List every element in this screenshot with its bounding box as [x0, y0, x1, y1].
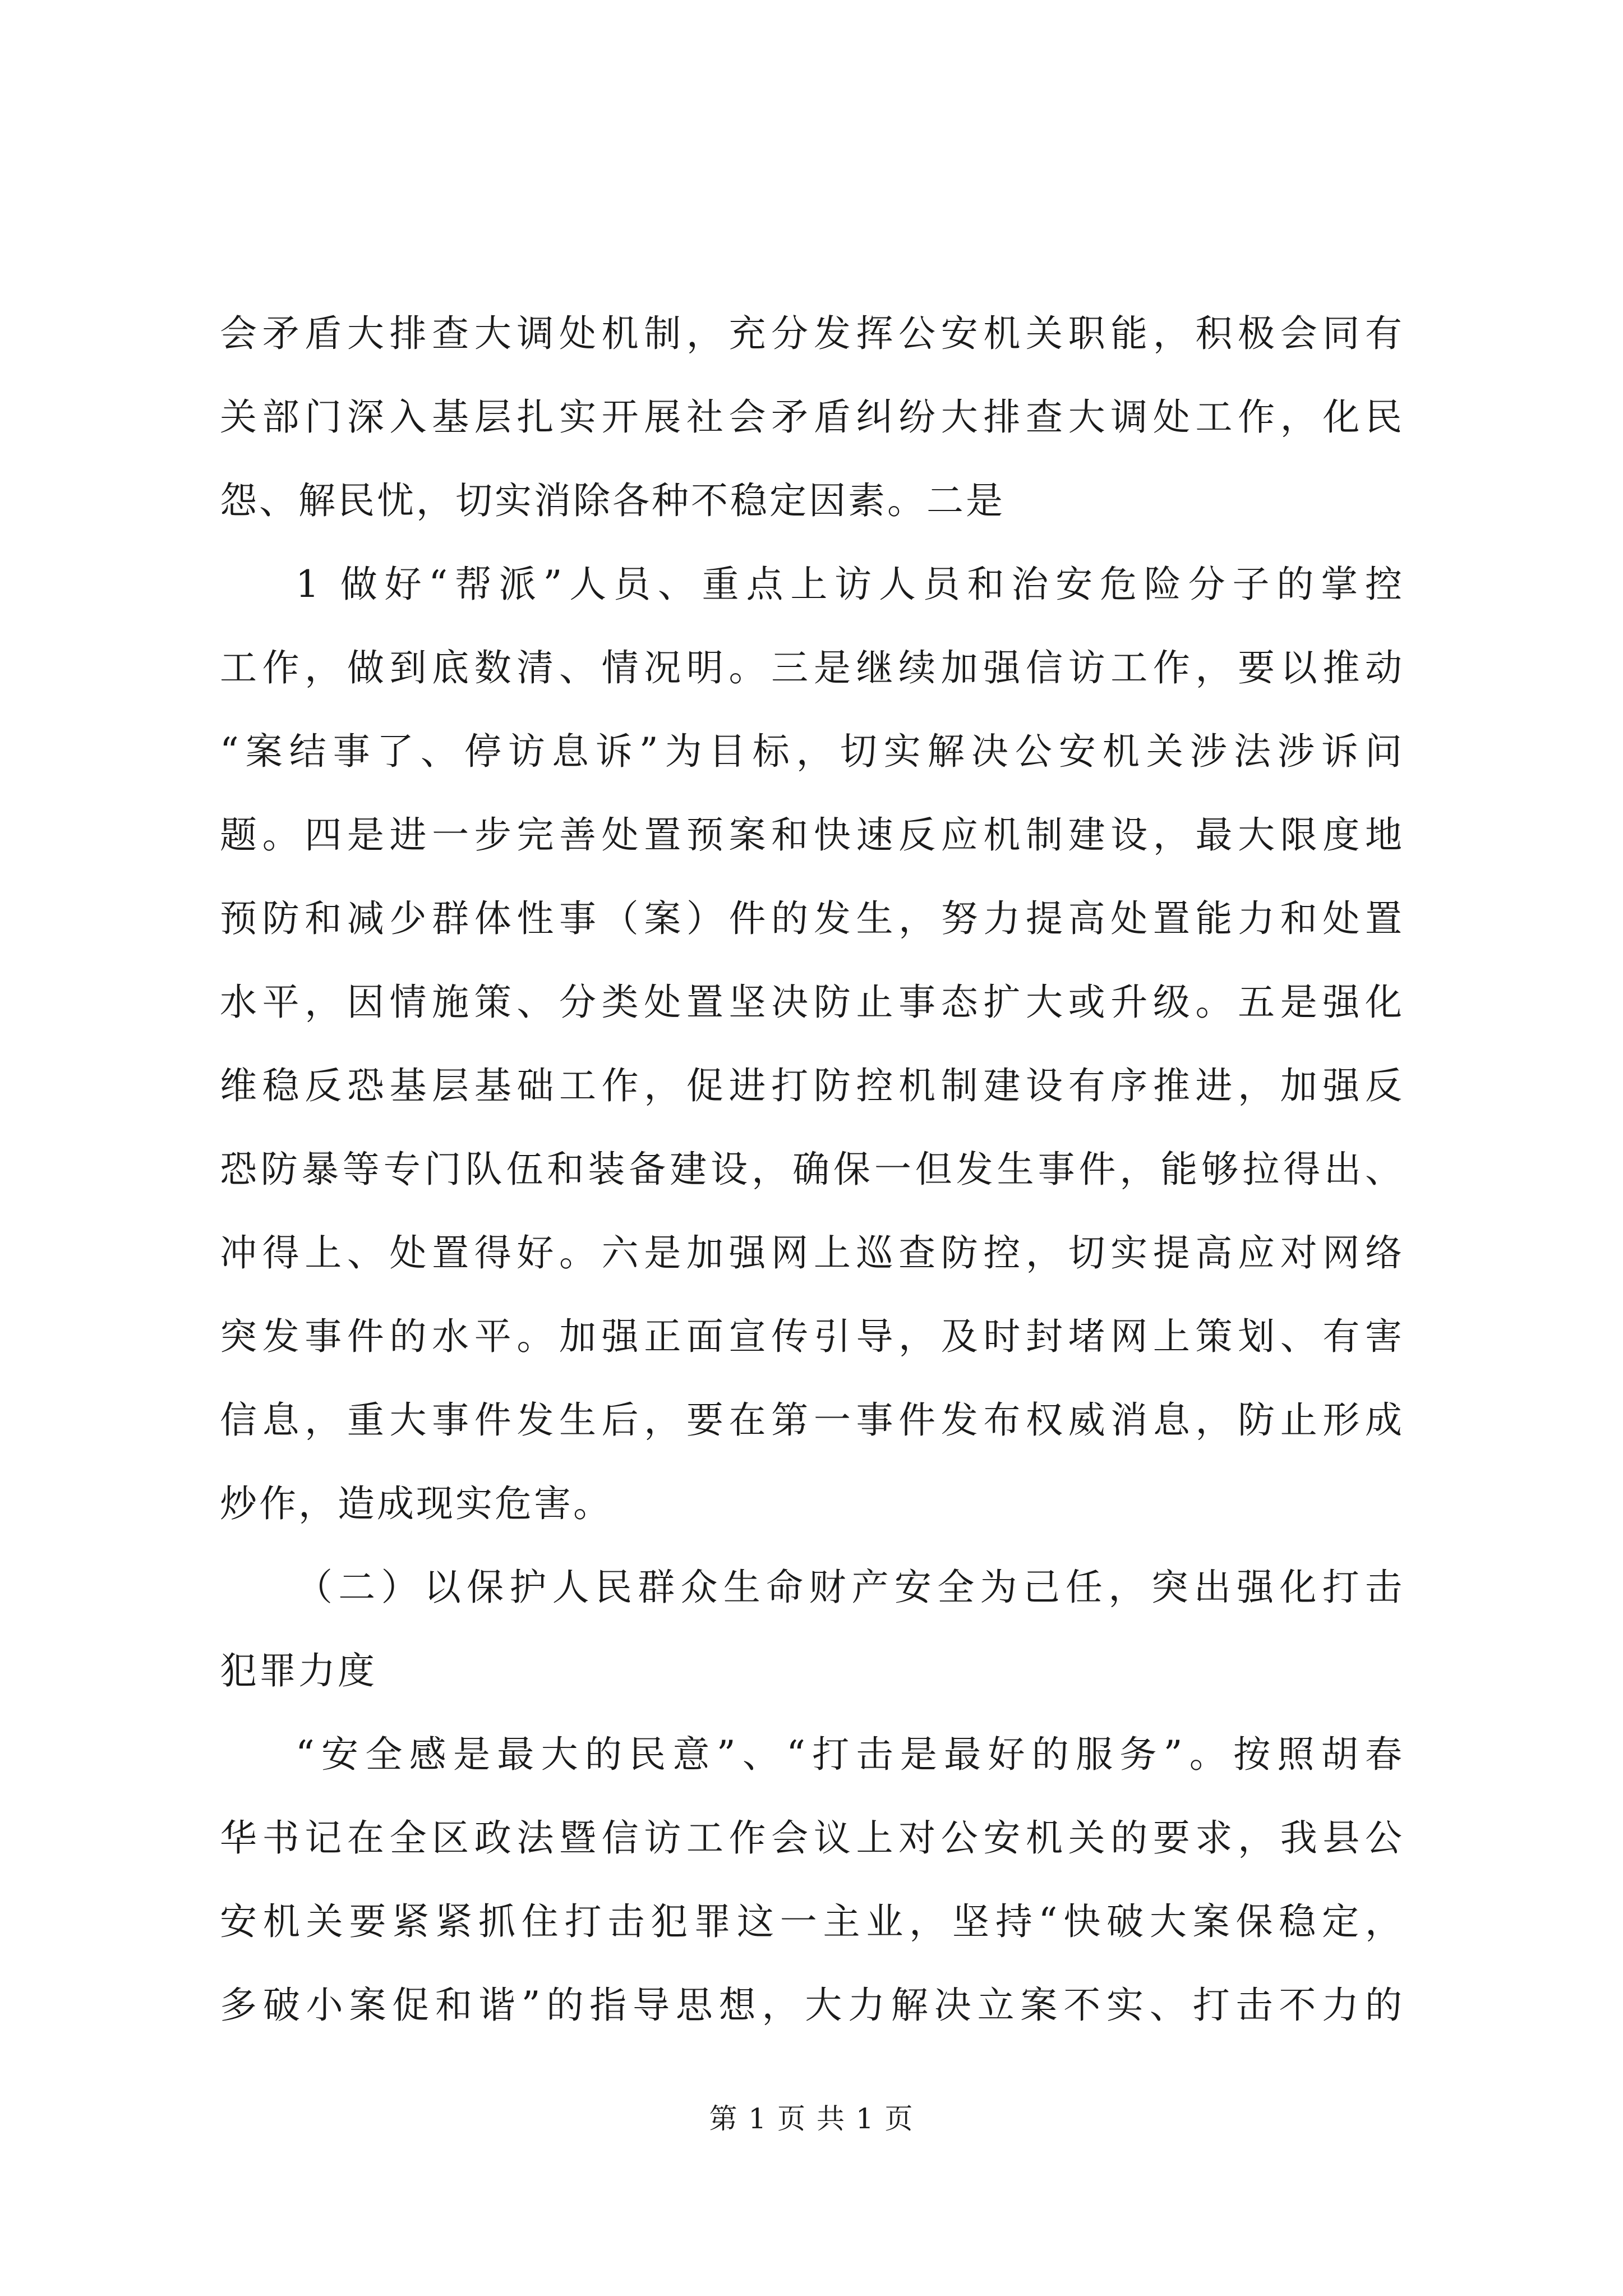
text-line: 工作，做到底数清、情况明。三是继续加强信访工作，要以推动 [220, 646, 1404, 689]
text-line: “安全感是最大的民意”、“打击是最好的服务”。按照胡春 [296, 1733, 1404, 1776]
text-line: 题。四是进一步完善处置预案和快速反应机制建设，最大限度地 [220, 813, 1404, 857]
text-line: （二）以保护人民群众生命财产安全为己任，突出强化打击 [296, 1566, 1404, 1609]
text-line: 突发事件的水平。加强正面宣传引导，及时封堵网上策划、有害 [220, 1315, 1404, 1358]
text-line: 会矛盾大排查大调处机制，充分发挥公安机关职能，积极会同有 [220, 312, 1404, 355]
text-line: 水平，因情施策、分类处置坚决防止事态扩大或升级。五是强化 [220, 981, 1404, 1024]
page-footer: 第 1 页 共 1 页 [709, 2102, 914, 2135]
text-line: 预防和减少群体性事（案）件的发生，努力提高处置能力和处置 [220, 897, 1404, 940]
text-line: 炒作，造成现实危害。 [220, 1482, 612, 1525]
text-line: 华书记在全区政法暨信访工作会议上对公安机关的要求，我县公 [220, 1816, 1404, 1860]
text-line: 怨、解民忧，切实消除各种不稳定因素。二是 [220, 479, 1005, 522]
text-line: 维稳反恐基层基础工作，促进打防控机制建设有序推进，加强反 [220, 1064, 1404, 1107]
text-line: 犯罪力度 [220, 1649, 377, 1692]
text-line: 信息，重大事件发生后，要在第一事件发布权威消息，防止形成 [220, 1398, 1404, 1442]
text-line: 1 做好“帮派”人员、重点上访人员和治安危险分子的掌控 [296, 563, 1404, 606]
document-body [220, 292, 1404, 2047]
text-line: 多破小案促和谐”的指导思想，大力解决立案不实、打击不力的 [220, 1984, 1404, 2027]
text-line: “案结事了、停访息诉”为目标，切实解决公安机关涉法涉诉问 [220, 730, 1404, 773]
text-line: 恐防暴等专门队伍和装备建设，确保一但发生事件，能够拉得出、 [220, 1148, 1404, 1191]
text-line: 安机关要紧紧抓住打击犯罪这一主业，坚持“快破大案保稳定， [220, 1900, 1404, 1943]
text-line: 关部门深入基层扎实开展社会矛盾纠纷大排查大调处工作，化民 [220, 395, 1404, 439]
text-line: 冲得上、处置得好。六是加强网上巡查防控，切实提高应对网络 [220, 1231, 1404, 1274]
